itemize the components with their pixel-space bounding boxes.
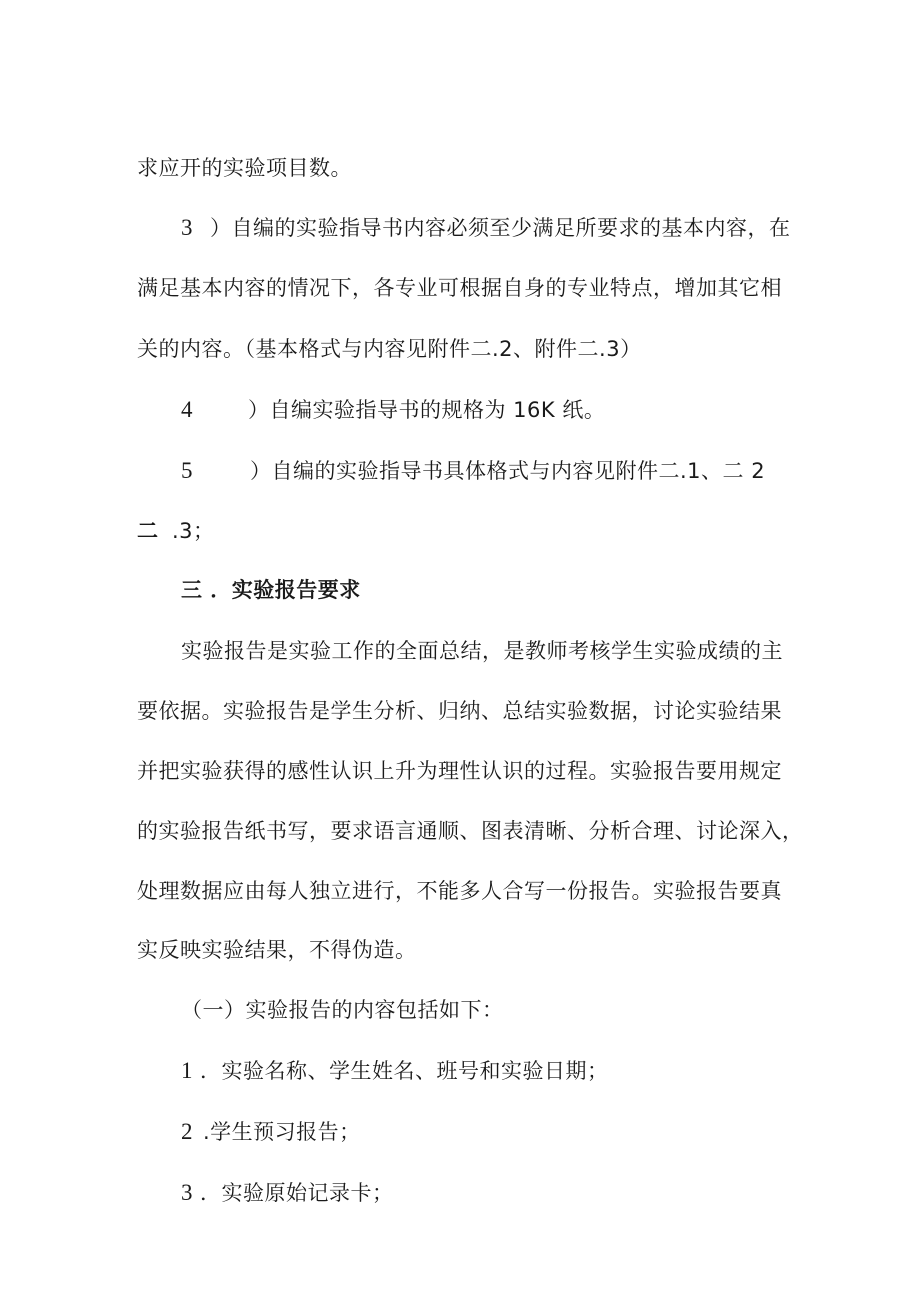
list-item-text: ．实验名称、学生姓名、班号和实验日期； (200, 1059, 609, 1083)
list-number: 3 (181, 1180, 193, 1205)
list-item-text: ．实验原始记录卡； (200, 1181, 394, 1205)
paragraph-line: 关的内容。（基本格式与内容见附件二.2、附件二.3） (137, 337, 642, 361)
paragraph-line: ）自编的实验指导书具体格式与内容见附件二.1、二 2 (250, 459, 766, 483)
list-number: 3 (181, 215, 193, 240)
paragraph-line: 的实验报告纸书写，要求语言通顺、图表清晰、分析合理、讨论深入， (137, 819, 804, 843)
list-item-text: .学生预习报告； (203, 1120, 361, 1144)
list-number: 4 (181, 397, 193, 422)
list-number: 5 (181, 458, 193, 483)
paragraph-line: 求应开的实验项目数。 (137, 156, 352, 180)
paragraph-line: 实验报告是实验工作的全面总结，是教师考核学生实验成绩的主 (181, 639, 783, 663)
paragraph-line: 满足基本内容的情况下，各专业可根据自身的专业特点，增加其它相 (137, 276, 782, 300)
paragraph-line: 要依据。实验报告是学生分析、归纳、总结实验数据，讨论实验结果 (137, 699, 782, 723)
paragraph-line: 实反映实验结果，不得伪造。 (137, 938, 417, 962)
paragraph-line: 二 (137, 519, 159, 543)
subsection-heading: （一）实验报告的内容包括如下： (181, 998, 504, 1022)
paragraph-line: .3； (172, 519, 215, 543)
list-number: 2 (181, 1119, 193, 1144)
paragraph-line: ）自编的实验指导书内容必须至少满足所要求的基本内容，在 (210, 216, 791, 240)
section-heading: 三 ．实验报告要求 (181, 578, 361, 602)
paragraph-line: 并把实验获得的感性认识上升为理性认识的过程。实验报告要用规定 (137, 759, 782, 783)
paragraph-line: 处理数据应由每人独立进行，不能多人合写一份报告。实验报告要真 (137, 879, 782, 903)
list-number: 1 (181, 1058, 193, 1083)
paragraph-line: ）自编实验指导书的规格为 16K 纸。 (248, 398, 606, 422)
